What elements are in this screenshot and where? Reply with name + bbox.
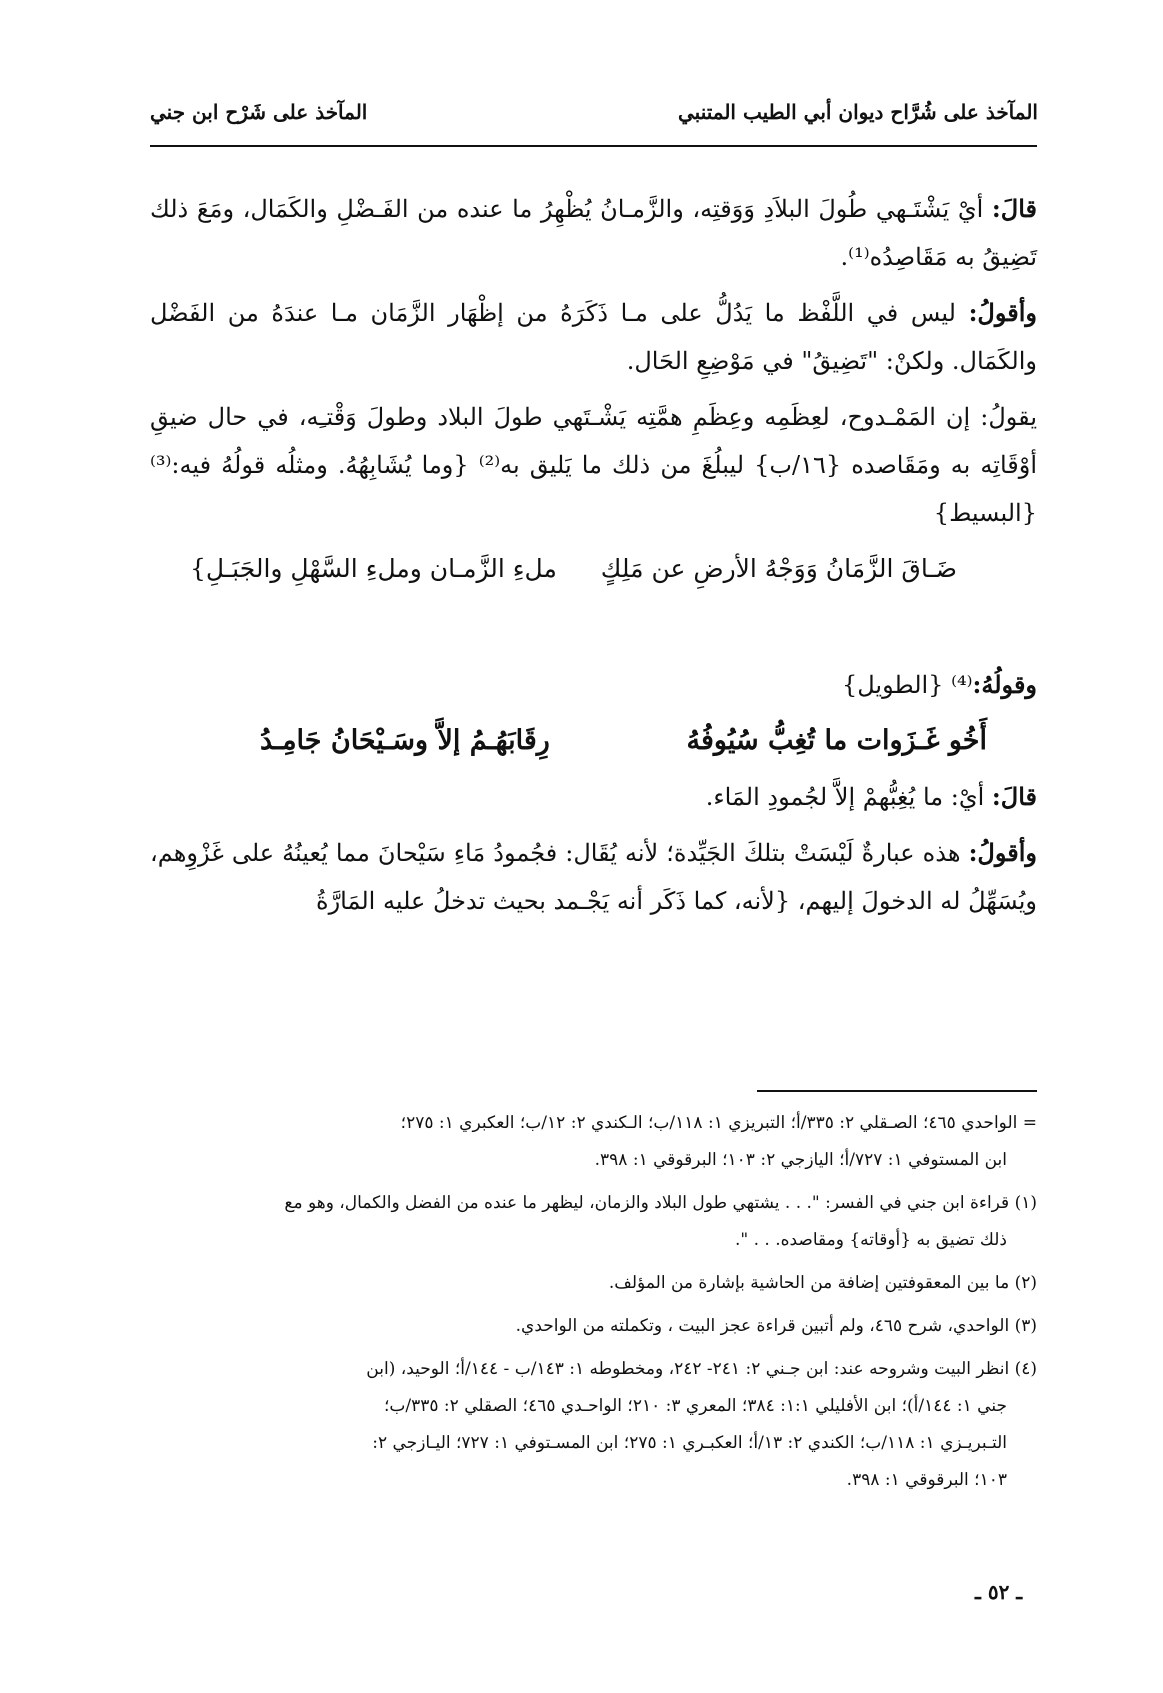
main-text [150,185,1037,933]
header-divider [150,145,1037,147]
paragraph-text: ⁽⁴⁾ {الطويل} [841,671,973,699]
paragraph-keyword: وأقولُ: [968,838,1037,867]
verse-second-hemistich: رِقَابَهُـمُ إلاَّ وسَـيْحَانُ جَامِـدُ [260,725,550,756]
footnote-line: = الواحدي ٤٦٥؛ الصـقلي ٢: ٣٣٥/أ؛ التبريزي ١: ١١٨/ب؛ الـكندي ٢: ١٢/ب؛ العكبري ١: ٢٧٥؛ [400,1113,1037,1133]
footnote-3: (٣) الواحدي، شرح ٤٦٥، ولم أتبين قراءة عجز البيت ، وتكملته من الواحدي. [515,1316,1037,1336]
paragraph-text: ليس في اللَّفْظ ما يَدُلُّ على مـا ذَكَرَهُ من إظْهَار الزَّمَان مـا عندَهُ من الفَضْل والكَمَال. ولكنْ: "تَضِيقُ" في مَوْضِعِ الحَال. [150,299,1037,375]
footnote-line: (٤) انظر البيت وشروحه عند: ابن جـني ٢: ٢٤١- ٢٤٢، ومخطوطه ١: ١٤٣/ب - ١٤٤/أ؛ الوحيد، (ابن [366,1359,1037,1379]
footnote-continued [150,1105,1037,1179]
paragraph-5 [150,773,1037,821]
paragraph-keyword: قالَ: [991,782,1037,811]
footnote-1 [150,1185,1037,1259]
paragraph-text: أيْ يَشْتَـهي طُولَ البلاَدِ وَوَقتِه، والزَّمـانُ يُظْهِرُ ما عنده من الفَـضْلِ والكَمَال، ومَعَ ذلك تَضِيقُ به مَقَاصِدُه⁽¹⁾. [150,195,1037,271]
footnote-line: التـبريـزي ١: ١١٨/ب؛ الكندي ٢: ١٣/أ؛ العكبـري ١: ٢٧٥؛ ابن المسـتوفي ١: ٧٢٧؛ اليـازجي ٢: [372,1433,1007,1453]
footnote-line: (١) قراءة ابن جني في الفسر: ". . . يشتهي طول البلاد والزمان، ليظهر ما عنده من الفضل والكمال، وهو مع [284,1193,1037,1213]
paragraph-text: هذه عبارةٌ لَيْسَتْ بتلكَ الجَيِّدة؛ لأنه يُقَال: فجُمودُ مَاءِ سَيْحانَ مما يُعينُهُ على غَزْوِهم، ويُسَهِّلُ له الدخولَ إليهم، {لأنه، كما ذَكَر أنه يَجْـمد بحيث تدخلُ عليه المَارَّةُ [150,839,1037,915]
running-header [150,100,1038,140]
footnote-line: جني ١: ١٤٤/أ)؛ ابن الأفليلي ١:١: ٣٨٤؛ المعري ٣: ٢١٠؛ الواحـدي ٤٦٥؛ الصقلي ٢: ٣٣٥/ب؛ [383,1396,1007,1416]
footnote-line: ١٠٣؛ البرقوقي ١: ٣٩٨. [846,1470,1007,1490]
page-number: ـ ٥٢ ـ [975,1580,1023,1604]
paragraph-6 [150,829,1037,925]
paragraph-2 [150,289,1037,385]
verse-second-hemistich: ملءِ الزَّمـان وملءِ السَّهْلِ والجَبَـلِ} [190,554,557,583]
section-gap [150,601,1037,661]
verse-first-hemistich: ضَـاقَ الزَّمَانُ وَوَجْهُ الأرضِ عن مَلِكٍ [600,554,957,583]
footnote-line: ذلك تضيق به {أوقاته} ومقاصده. . . ". [734,1230,1007,1250]
footnote-4 [150,1351,1037,1499]
footnote-divider [757,1090,1037,1092]
paragraph-3: يقولُ: إن المَمْـدوح، لعِظَمِه وعِظَمِ همَّتِه يَشْـتَهي طولَ البلاد وطولَ وَقْتـِه، في حال ضيقِ أوْقَاتِه به ومَقَاصده {١٦/ب} ليبلُغَ من ذلك ما يَليق به⁽²⁾ {وما يُشَابِهُهُ. ومثلُه قولُهُ فيه:⁽³⁾ {البسيط} [150,403,1038,527]
footnote-2: (٢) ما بين المعقوفتين إضافة من الحاشية بإشارة من المؤلف. [608,1273,1037,1293]
paragraph-keyword: وقولُهُ: [972,670,1037,699]
verse-1 [150,545,1037,593]
paragraph-keyword: قالَ: [991,194,1037,223]
footnote-line: ابن المستوفي ١: ٧٢٧/أ؛ اليازجي ٢: ١٠٣؛ البرقوقي ١: ٣٩٨. [594,1150,1007,1170]
verse-2 [150,717,1037,765]
paragraph-4 [150,661,1037,709]
verse-first-hemistich: أَخُو غَـزَوات ما تُغِبُّ سُيُوفُهُ [686,725,987,756]
section-title: المآخذ على شَرْح ابن جني [150,100,368,124]
book-title: المآخذ على شُرَّاح ديوان أبي الطيب المتنبي [678,100,1038,124]
footnotes [150,1105,1037,1505]
paragraph-keyword: وأقولُ: [968,298,1037,327]
paragraph-text: أيْ: ما يُغِبُّهمْ إلاَّ لجُمودِ المَاء. [705,783,992,811]
paragraph-1 [150,185,1037,281]
